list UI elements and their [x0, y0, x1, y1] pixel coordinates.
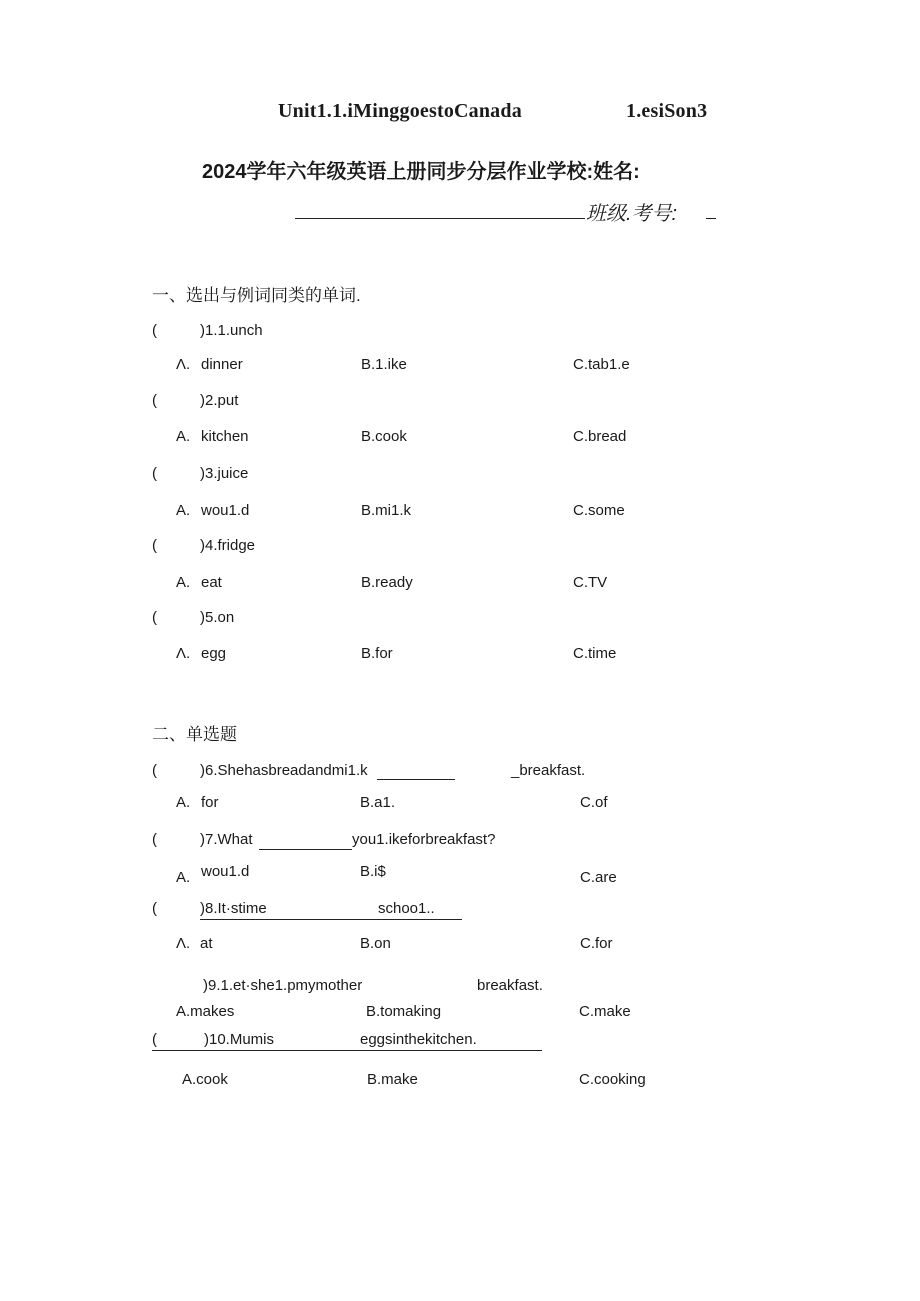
answer-bracket: (: [152, 1031, 157, 1048]
answer-bracket: (: [152, 900, 157, 917]
option-b: B.tomaking: [366, 1003, 442, 1020]
option-a-label: Λ.: [176, 935, 191, 952]
option-b: B.a1.: [360, 794, 396, 811]
question-stem: )9.1.et·she1.pmymother: [203, 977, 363, 994]
option-a: wou1.d: [201, 502, 250, 519]
option-a: kitchen: [201, 428, 249, 445]
option-c: C.time: [573, 645, 617, 662]
answer-bracket: (: [152, 609, 157, 626]
question-stem: )6.Shehasbreadandmi1.k: [200, 762, 368, 779]
option-a: for: [201, 794, 219, 811]
option-b: B.make: [367, 1071, 418, 1088]
option-a-label: A.: [176, 428, 191, 445]
exam-blank-line: [706, 218, 716, 219]
option-a-label: Λ.: [176, 645, 191, 662]
option-c: C.tab1.e: [573, 356, 630, 373]
question-tail: you1.ikeforbreakfast?: [352, 831, 496, 848]
question-tail: _breakfast.: [511, 762, 586, 779]
option-c: C.TV: [573, 574, 608, 591]
question-stem: )5.on: [200, 609, 235, 626]
worksheet-subtitle: 2024学年六年级英语上册同步分层作业学校:姓名:: [202, 161, 640, 183]
question-stem: )3.juice: [200, 465, 249, 482]
option-a-label: A.: [176, 502, 191, 519]
option-a: wou1.d: [201, 863, 250, 880]
answer-bracket: (: [152, 322, 157, 339]
answer-bracket: (: [152, 762, 157, 779]
option-c: C.make: [579, 1003, 631, 1020]
option-c: C.bread: [573, 428, 627, 445]
option-c: C.of: [580, 794, 608, 811]
question-stem: )1.1.unch: [200, 322, 263, 339]
question-stem: )4.fridge: [200, 537, 256, 554]
option-c: C.some: [573, 502, 625, 519]
option-a: A.makes: [176, 1003, 235, 1020]
question-stem: )7.What: [200, 831, 253, 848]
option-a: egg: [201, 645, 227, 662]
question-tail: eggsinthekitchen.: [360, 1031, 477, 1048]
lesson-title: 1.esiSon3: [626, 100, 708, 122]
option-a: eat: [201, 574, 222, 591]
section1-title: 一、选出与例词同类的单词.: [152, 286, 361, 305]
option-c: C.for: [580, 935, 613, 952]
option-b: B.cook: [361, 428, 407, 445]
option-b: B.for: [361, 645, 393, 662]
question-tail: breakfast.: [477, 977, 543, 994]
option-a-label: A.: [176, 794, 191, 811]
option-a: at: [200, 935, 213, 952]
answer-bracket: (: [152, 537, 157, 554]
option-a: dinner: [201, 356, 243, 373]
option-b: B.on: [360, 935, 391, 952]
class-exam-label: 班级.考号:: [586, 203, 678, 225]
fill-blank-line: [259, 849, 352, 850]
option-c: C.are: [580, 869, 617, 886]
option-b: B.ready: [361, 574, 413, 591]
question-tail: schoo1..: [378, 900, 435, 917]
answer-bracket: (: [152, 465, 157, 482]
option-b: B.i$: [360, 863, 386, 880]
option-a-label: A.: [176, 574, 191, 591]
fill-blank-line: [152, 1050, 542, 1051]
name-blank-line: [295, 218, 585, 219]
option-c: C.cooking: [579, 1071, 646, 1088]
question-stem: )10.Mumis: [204, 1031, 275, 1048]
option-b: B.mi1.k: [361, 502, 412, 519]
unit-title: Unit1.1.iMinggoestoCanada: [278, 100, 522, 122]
option-a-label: A.: [176, 869, 191, 886]
fill-blank-line: [377, 779, 455, 780]
answer-bracket: (: [152, 831, 157, 848]
answer-bracket: (: [152, 392, 157, 409]
option-a-label: Λ.: [176, 356, 191, 373]
option-a: A.cook: [182, 1071, 228, 1088]
section2-title: 二、单选题: [152, 725, 237, 744]
option-b: B.1.ike: [361, 356, 407, 373]
question-stem: )8.It·stime: [200, 900, 267, 917]
question-stem: )2.put: [200, 392, 239, 409]
fill-blank-line: [200, 919, 462, 920]
